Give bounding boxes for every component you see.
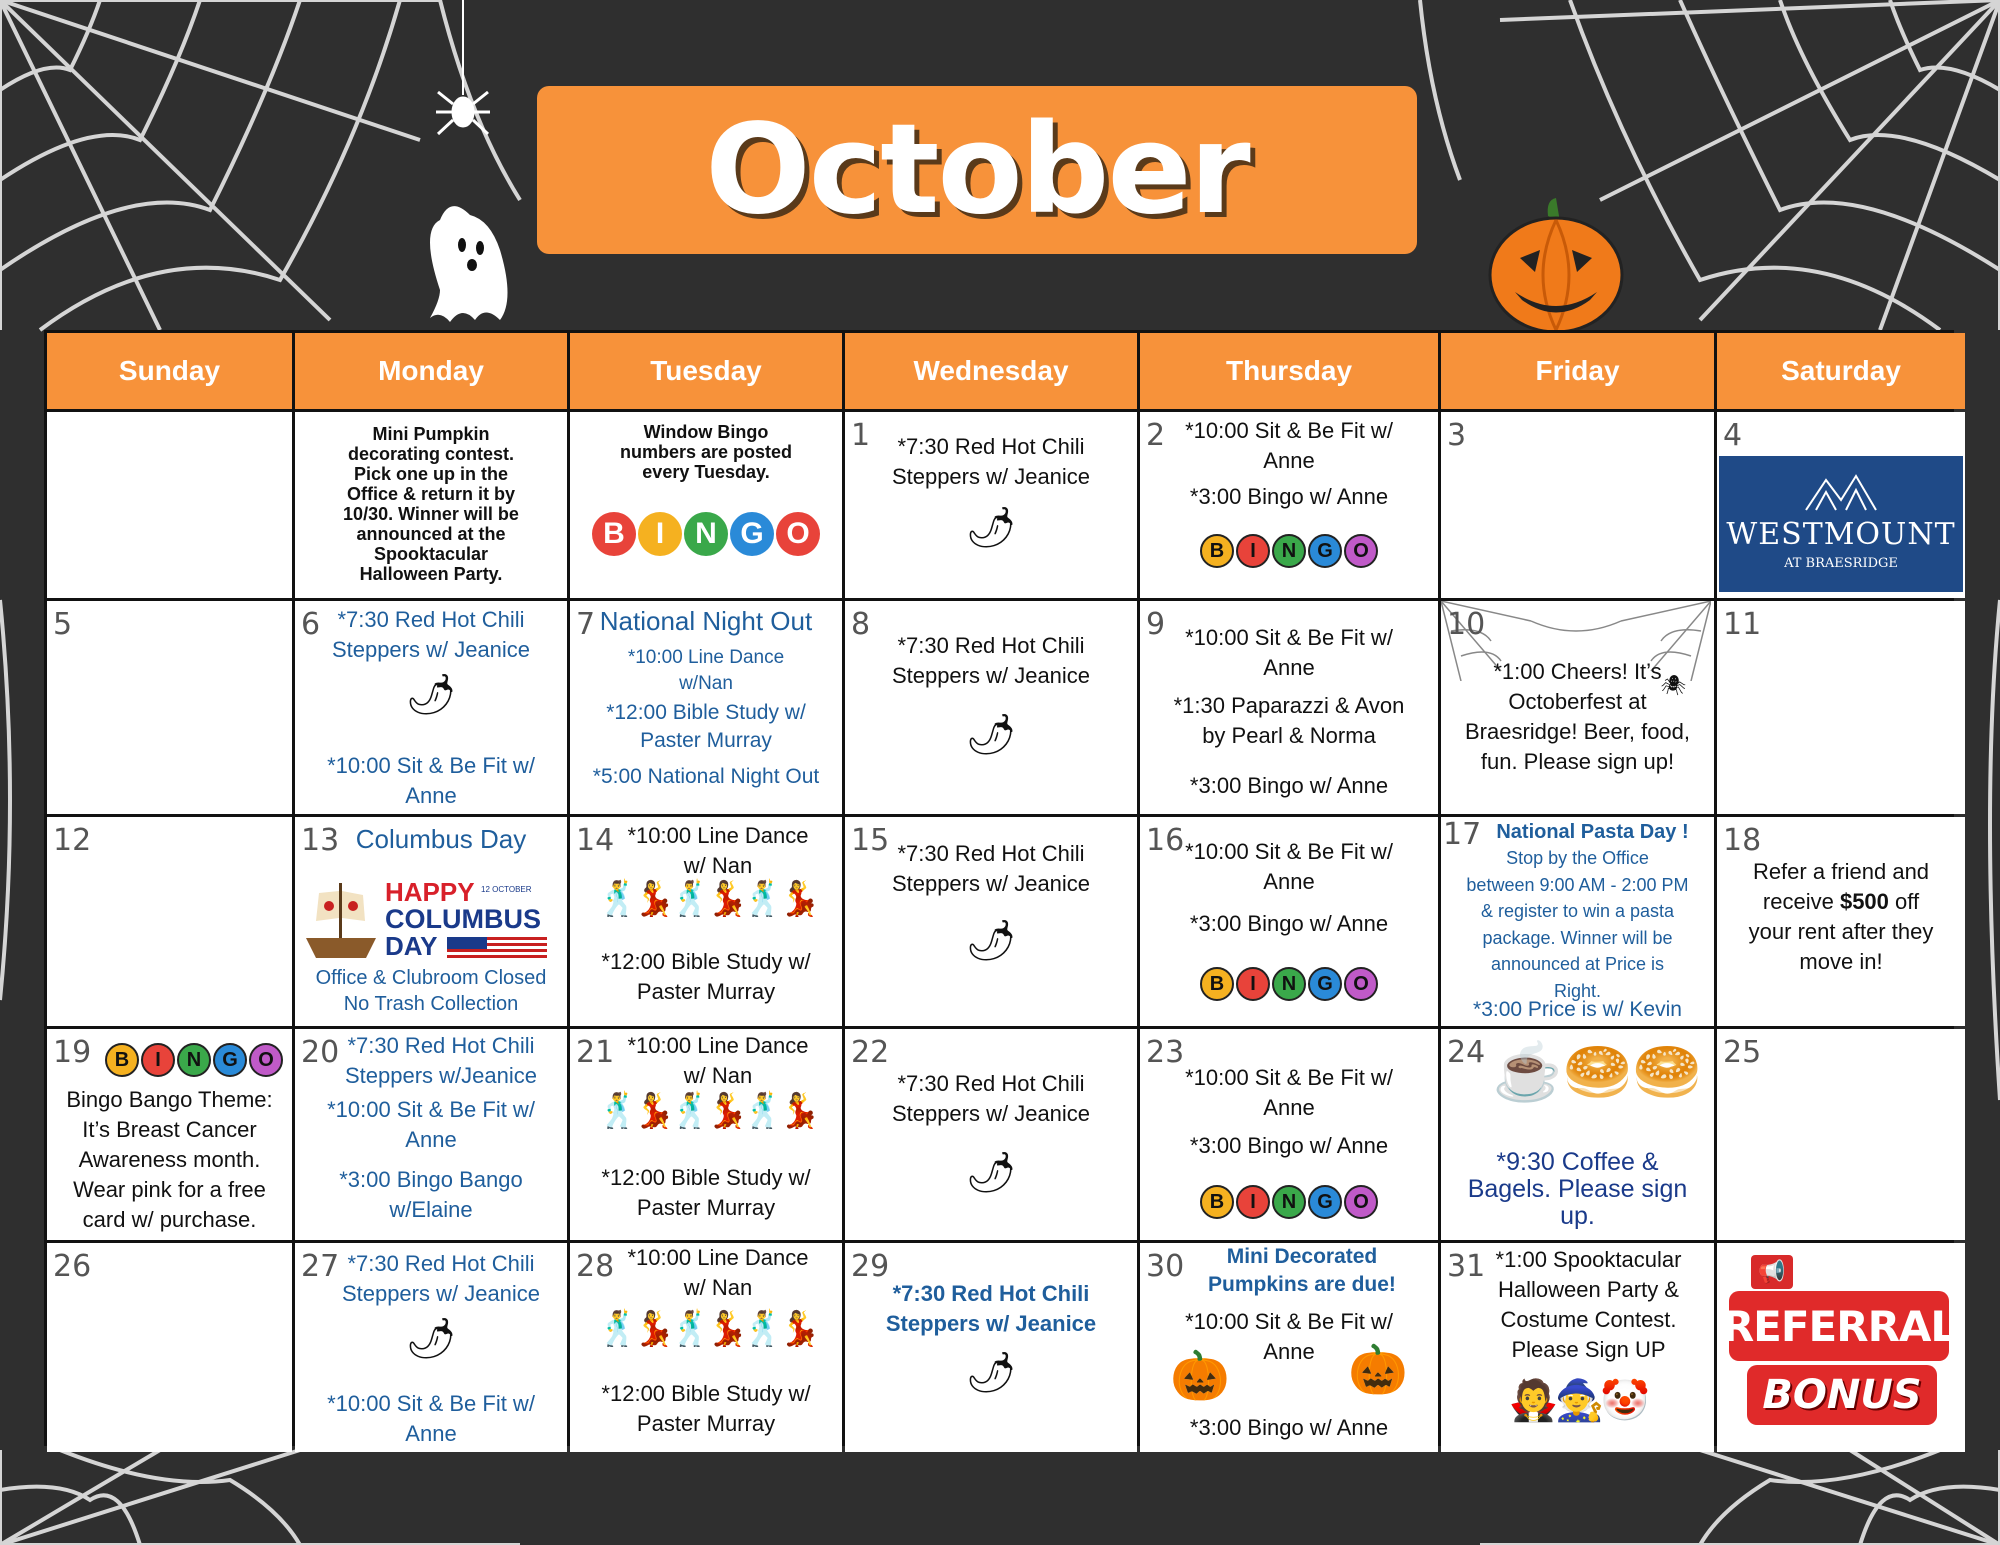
day-cell-20: 20 *7:30 Red Hot Chili Steppers w/Jeanice *10:00 Sit & Be Fit w/ Anne *3:00 Bingo Bango w/Elaine	[295, 1029, 567, 1240]
chili-pepper-icon: 🌶	[405, 1317, 457, 1361]
bingo-balls-icon: B I N G O	[1140, 534, 1438, 568]
weekday-saturday: Saturday	[1717, 333, 1965, 409]
weekday-thursday: Thursday	[1140, 333, 1438, 409]
day-cell-empty	[47, 412, 292, 598]
day-cell-28: 28 *10:00 Line Dance w/ Nan 🕺💃🕺💃🕺💃 *12:00 Bible Study w/ Paster Murray	[570, 1243, 842, 1452]
coffee-bagels-icon: ☕🥯🥯	[1492, 1040, 1703, 1103]
day-cell-27: 27 *7:30 Red Hot Chili Steppers w/ Jeanice 🌶 *10:00 Sit & Be Fit w/ Anne	[295, 1243, 567, 1452]
line-dancers-icon: 🕺💃🕺💃🕺💃	[596, 1310, 815, 1348]
day-cell-26: 26	[47, 1243, 292, 1452]
tuesday-note-cell	[570, 412, 842, 598]
megaphone-icon: 📢	[1751, 1255, 1793, 1289]
weekday-monday: Monday	[295, 333, 567, 409]
day-cell-19: 19 B I N G O Bingo Bango Theme: It’s Breast Cancer Awareness month. Wear pink for a free card w/ purchase.	[47, 1029, 292, 1240]
day-cell-29: 29 *7:30 Red Hot Chili Steppers w/ Jeanice 🌶	[845, 1243, 1137, 1452]
bonus-label: BONUS	[1747, 1365, 1937, 1425]
pumpkin-icon: 🎃	[1348, 1344, 1408, 1397]
day-cell-13: 13 Columbus Day HAPPY 12 OCTOBER COLUMBUS DAY Office & Clubroom Closed No Trash Collection	[295, 817, 567, 1026]
monday-note-cell	[295, 412, 567, 598]
day-cell-24: 24 ☕🥯🥯 *9:30 Coffee & Bagels. Please sign up.	[1441, 1029, 1714, 1240]
pumpkin-contest-note: Mini Pumpkin decorating contest. Pick one up in the Office & return it by 10/30. Winner will be announced at the Spooktacular Halloween Party.	[343, 424, 519, 584]
day-cell-15: 15 *7:30 Red Hot Chili Steppers w/ Jeanice 🌶	[845, 817, 1137, 1026]
costume-party-icon: 🧛🧙🤡	[1508, 1379, 1647, 1423]
day-cell-14: 14 *10:00 Line Dance w/ Nan 🕺💃🕺💃🕺💃 *12:00 Bible Study w/ Paster Murray	[570, 817, 842, 1026]
calendar-grid	[44, 330, 1957, 1446]
columbus-day-graphic: HAPPY 12 OCTOBER COLUMBUS DAY	[301, 873, 557, 963]
us-flag-icon	[447, 937, 547, 959]
chili-pepper-icon: 🌶	[965, 1351, 1017, 1395]
day-cell-21: 21 *10:00 Line Dance w/ Nan 🕺💃🕺💃🕺💃 *12:00 Bible Study w/ Paster Murray	[570, 1029, 842, 1240]
day-cell-4: 4 WESTMOUNT AT BRAESRIDGE	[1717, 412, 1965, 598]
day-cell-1: 1 *7:30 Red Hot Chili Steppers w/ Jeanice 🌶	[845, 412, 1137, 598]
day-cell-9: 9 *10:00 Sit & Be Fit w/ Anne *1:30 Paparazzi & Avon by Pearl & Norma *3:00 Bingo w/ Anne	[1140, 601, 1438, 814]
day-cell-11: 11	[1717, 601, 1965, 814]
day-cell-10: 10 *1:00 Cheers! It’s Octoberfest at Braesridge! Beer, food, fun. Please sign up! 🕷	[1441, 601, 1714, 814]
weekday-tuesday: Tuesday	[570, 333, 842, 409]
ship-icon	[301, 873, 381, 963]
bingo-balls-icon: B I N G O	[105, 1043, 283, 1077]
month-title-banner	[537, 86, 1417, 254]
line-dancers-icon: 🕺💃🕺💃🕺💃	[596, 880, 815, 918]
bingo-balls-icon: B I N G O	[1140, 967, 1438, 1001]
day-cell-17: 17 National Pasta Day ! Stop by the Office between 9:00 AM - 2:00 PM & register to win a pasta package. Winner will be announced at Price is Right. *3:00 Price is w/ Kevin	[1441, 817, 1714, 1026]
bingo-balls-icon: B I N G O	[570, 512, 842, 556]
day-cell-16: 16 *10:00 Sit & Be Fit w/ Anne *3:00 Bingo w/ Anne B I N G O	[1140, 817, 1438, 1026]
westmount-logo: WESTMOUNT AT BRAESRIDGE	[1719, 456, 1963, 592]
ghost-icon	[430, 206, 508, 322]
day-cell-8: 8 *7:30 Red Hot Chili Steppers w/ Jeanice 🌶	[845, 601, 1137, 814]
month-title: October	[705, 98, 1249, 242]
chili-pepper-icon: 🌶	[965, 1151, 1017, 1195]
weekday-wednesday: Wednesday	[845, 333, 1137, 409]
chili-pepper-icon: 🌶	[965, 713, 1017, 757]
referral-bonus-cell	[1717, 1243, 1965, 1452]
weekday-friday: Friday	[1441, 333, 1714, 409]
day-cell-12: 12	[47, 817, 292, 1026]
day-cell-25: 25	[1717, 1029, 1965, 1240]
day-cell-18: 18 Refer a friend and receive $500 off your rent after they move in!	[1717, 817, 1965, 1026]
day-cell-23: 23 *10:00 Sit & Be Fit w/ Anne *3:00 Bingo w/ Anne B I N G O	[1140, 1029, 1438, 1240]
day-cell-2: 2 *10:00 Sit & Be Fit w/ Anne *3:00 Bingo w/ Anne B I N G O	[1140, 412, 1438, 598]
chili-pepper-icon: 🌶	[965, 506, 1017, 550]
day-cell-22: 22 *7:30 Red Hot Chili Steppers w/ Jeanice 🌶	[845, 1029, 1137, 1240]
day-cell-30: 30 Mini Decorated Pumpkins are due! *10:00 Sit & Be Fit w/ Anne 🎃 🎃 *3:00 Bingo w/ Anne	[1140, 1243, 1438, 1452]
bingo-balls-icon: B I N G O	[1140, 1185, 1438, 1219]
day-cell-7: 7 National Night Out *10:00 Line Dance w/Nan *12:00 Bible Study w/ Paster Murray *5:00 National Night Out	[570, 601, 842, 814]
weekday-sunday: Sunday	[47, 333, 292, 409]
day-cell-31: 31 *1:00 Spooktacular Halloween Party & Costume Contest. Please Sign UP 🧛🧙🤡	[1441, 1243, 1714, 1452]
day-cell-6: 6 *7:30 Red Hot Chili Steppers w/ Jeanice 🌶 *10:00 Sit & Be Fit w/ Anne	[295, 601, 567, 814]
chili-pepper-icon: 🌶	[965, 919, 1017, 963]
mountain-icon	[1801, 472, 1881, 512]
day-cell-3: 3	[1441, 412, 1714, 598]
jack-o-lantern-icon	[1490, 198, 1622, 332]
referral-bonus-badge: REFERRAL	[1729, 1291, 1949, 1361]
chili-pepper-icon: 🌶	[405, 673, 457, 717]
line-dancers-icon: 🕺💃🕺💃🕺💃	[596, 1092, 815, 1130]
window-bingo-note: Window Bingo numbers are posted every Tuesday.	[619, 422, 793, 482]
spider-icon: 🕷	[1660, 675, 1686, 697]
day-cell-5: 5	[47, 601, 292, 814]
witch-pumpkin-icon: 🎃	[1170, 1350, 1230, 1403]
